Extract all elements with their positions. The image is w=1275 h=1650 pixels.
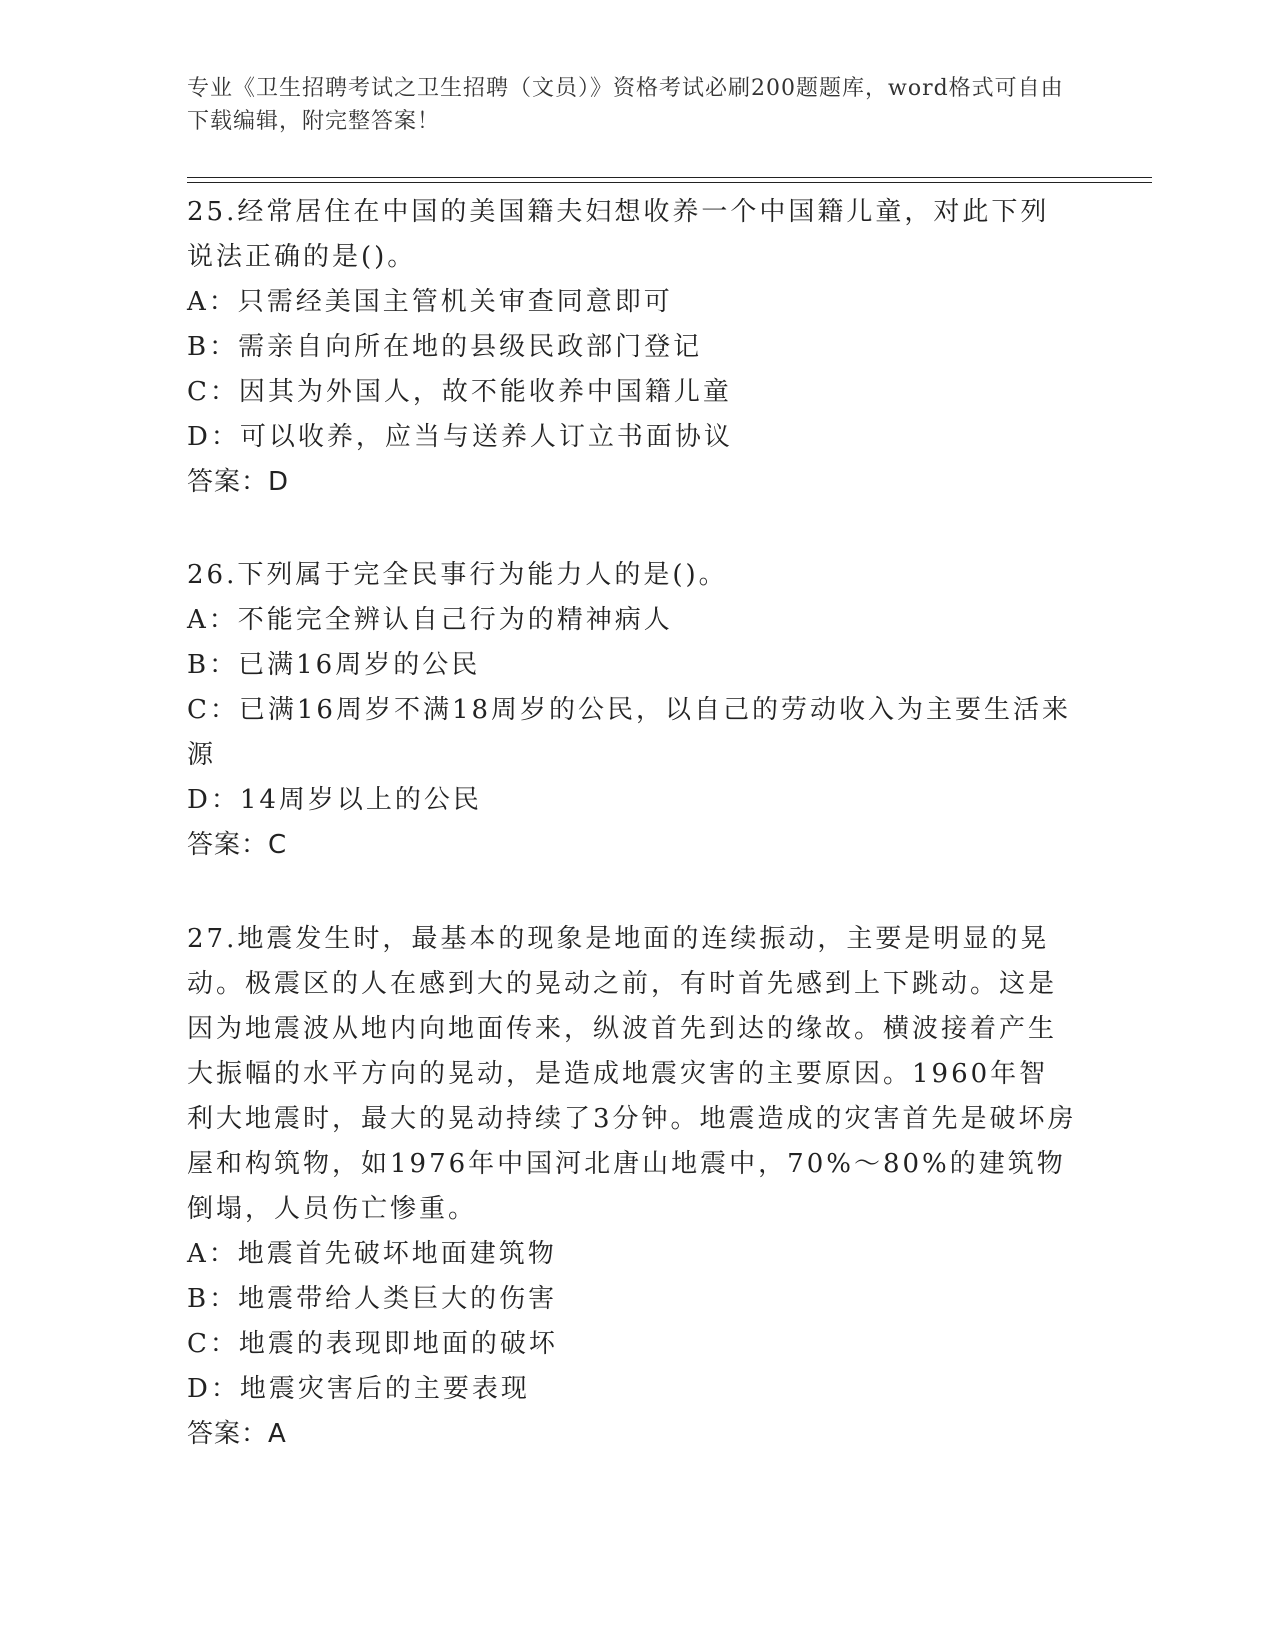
question-25 (187, 190, 1077, 505)
header-rule-bottom (187, 182, 1152, 183)
option-b: B：地震带给人类巨大的伤害 (187, 1284, 558, 1314)
question-26 (187, 553, 1077, 868)
option-a: A：只需经美国主管机关审查同意即可 (187, 287, 673, 317)
option-b: B：已满16周岁的公民 (187, 650, 481, 680)
question-stem: 25.经常居住在中国的美国籍夫妇想收养一个中国籍儿童，对此下列说法正确的是()。 (187, 197, 1050, 272)
option-d: D：14周岁以上的公民 (187, 785, 482, 815)
option-c: C：地震的表现即地面的破坏 (187, 1329, 558, 1359)
option-d: D：地震灾害后的主要表现 (187, 1374, 530, 1404)
question-stem: 27.地震发生时，最基本的现象是地面的连续振动，主要是明显的晃动。极震区的人在感到大的晃动之前，有时首先感到上下跳动。这是因为地震波从地内向地面传来，纵波首先到达的缘故。横波接着产生大振幅的水平方向的晃动，是造成地震灾害的主要原因。1960年智利大地震时，最大的晃动持续了3分钟。地震造成的灾害首先是破坏房屋和构筑物，如1976年中国河北唐山地震中，70%～80%的建筑物倒塌，人员伤亡惨重。 (187, 924, 1077, 1224)
option-a: A：不能完全辨认自己行为的精神病人 (187, 605, 673, 635)
answer: 答案：D (187, 467, 290, 497)
option-c: C：已满16周岁不满18周岁的公民，以自己的劳动收入为主要生活来源 (187, 695, 1072, 770)
document-header: 专业《卫生招聘考试之卫生招聘（文员）》资格考试必刷200题题库，word格式可自由下载编辑，附完整答案！ (187, 76, 1064, 134)
question-27 (187, 917, 1077, 1457)
option-a: A：地震首先破坏地面建筑物 (187, 1239, 557, 1269)
answer: 答案：A (187, 1419, 287, 1449)
option-d: D：可以收养，应当与送养人订立书面协议 (187, 422, 733, 452)
question-stem: 26.下列属于完全民事行为能力人的是()。 (187, 560, 728, 590)
answer: 答案：C (187, 830, 288, 860)
option-b: B：需亲自向所在地的县级民政部门登记 (187, 332, 703, 362)
header-rule-top (187, 177, 1152, 178)
option-c: C：因其为外国人，故不能收养中国籍儿童 (187, 377, 732, 407)
